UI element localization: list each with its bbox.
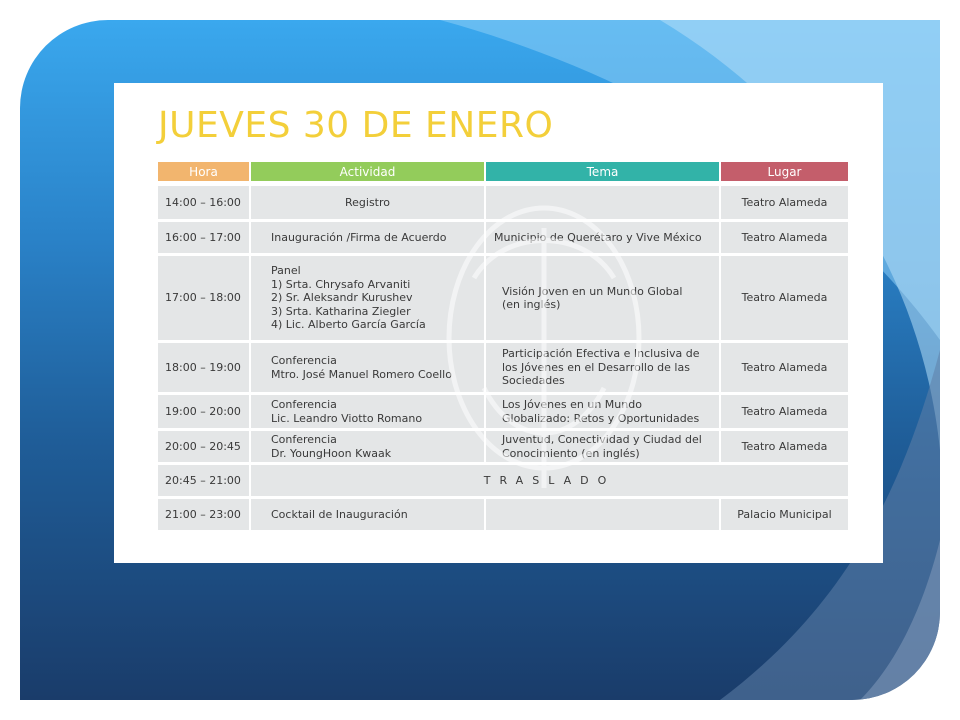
cell-tema: Municipio de Querétaro y Vive México — [486, 222, 719, 253]
cell-hora: 17:00 – 18:00 — [158, 256, 249, 340]
cell-hora: 20:00 – 20:45 — [158, 431, 249, 462]
cell-lugar: Teatro Alameda — [721, 395, 848, 428]
page-title: JUEVES 30 DE ENERO — [158, 105, 554, 146]
cell-tema: Participación Efectiva e Inclusiva de los Jóvenes en el Desarrollo de las Sociedades — [486, 343, 719, 392]
cell-lugar: Teatro Alameda — [721, 343, 848, 392]
cell-actividad: Panel 1) Srta. Chrysafo Arvaniti 2) Sr. Aleksandr Kurushev 3) Srta. Katharina Ziegler 4) Lic. Alberto García García — [251, 256, 484, 340]
cell-actividad: Cocktail de Inauguración — [251, 499, 484, 530]
header-hora: Hora — [158, 162, 249, 181]
cell-actividad: Inauguración /Firma de Acuerdo — [251, 222, 484, 253]
header-actividad: Actividad — [251, 162, 484, 181]
cell-tema: Los Jóvenes en un Mundo Globalizado: Retos y Oportunidades — [486, 395, 719, 428]
cell-hora: 21:00 – 23:00 — [158, 499, 249, 530]
cell-lugar: Teatro Alameda — [721, 186, 848, 219]
cell-tema: Visión Joven en un Mundo Global (en inglés) — [486, 256, 719, 340]
cell-traslado: TRASLADO — [251, 465, 848, 496]
cell-actividad: Conferencia Dr. YoungHoon Kwaak — [251, 431, 484, 462]
cell-tema: Juventud, Conectividad y Ciudad del Conocimiento (en inglés) — [486, 431, 719, 462]
header-tema: Tema — [486, 162, 719, 181]
cell-lugar: Teatro Alameda — [721, 222, 848, 253]
cell-actividad: Conferencia Mtro. José Manuel Romero Coello — [251, 343, 484, 392]
cell-hora: 16:00 – 17:00 — [158, 222, 249, 253]
cell-hora: 19:00 – 20:00 — [158, 395, 249, 428]
cell-hora: 20:45 – 21:00 — [158, 465, 249, 496]
cell-actividad: Registro — [251, 186, 484, 219]
schedule-panel — [114, 83, 883, 563]
watermark-emblem — [414, 188, 674, 528]
cell-actividad: Conferencia Lic. Leandro Viotto Romano — [251, 395, 484, 428]
header-lugar: Lugar — [721, 162, 848, 181]
cell-lugar: Teatro Alameda — [721, 431, 848, 462]
cell-hora: 14:00 – 16:00 — [158, 186, 249, 219]
cell-lugar: Palacio Municipal — [721, 499, 848, 530]
cell-hora: 18:00 – 19:00 — [158, 343, 249, 392]
cell-lugar: Teatro Alameda — [721, 256, 848, 340]
